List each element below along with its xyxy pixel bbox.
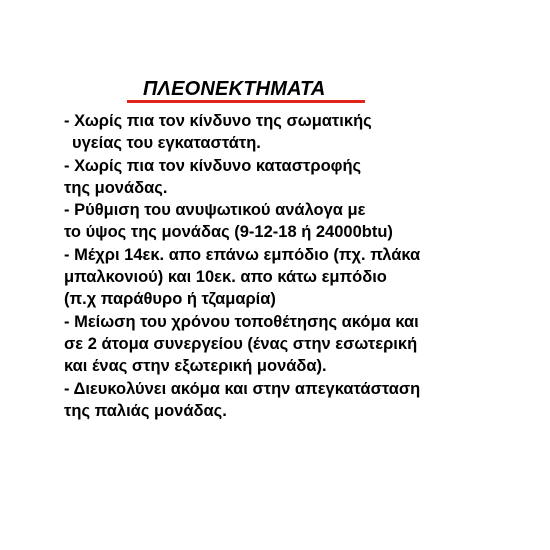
list-line: μπαλκονιού) και 10εκ. απο κάτω εμπόδιο bbox=[64, 268, 387, 287]
list-line: της μονάδας. bbox=[64, 178, 168, 197]
list-line: - Ρύθμιση του ανυψωτικού ανάλογα με bbox=[64, 201, 366, 220]
list-line: - Χωρίς πια τον κίνδυνο της σωματικής bbox=[64, 112, 372, 130]
list-line: σε 2 άτομα συνεργείου (ένας στην εσωτερική bbox=[64, 334, 418, 353]
title-underline bbox=[127, 100, 365, 103]
page-title: ΠΛΕΟΝΕΚΤΗΜΑΤΑ bbox=[143, 78, 326, 100]
list-line: της παλιάς μονάδας. bbox=[64, 401, 227, 420]
list-line: - Διευκολύνει ακόμα και στην απεγκατάσταση bbox=[64, 379, 421, 398]
list-line: και ένας στην εξωτερική μονάδα). bbox=[64, 357, 327, 376]
list-line: (π.χ παράθυρο ή τζαμαρία) bbox=[64, 290, 276, 309]
advantages-list bbox=[64, 110, 420, 422]
list-line: υγείας του εγκαταστάτη. bbox=[72, 134, 261, 153]
list-line: - Μείωση του χρόνου τοποθέτησης ακόμα και bbox=[64, 312, 419, 331]
list-line: - Μέχρι 14εκ. απο επάνω εμπόδιο (πχ. πλάκα bbox=[64, 245, 421, 264]
list-line: το ύψος της μονάδας (9-12-18 ή 24000btu) bbox=[64, 223, 393, 242]
list-line: - Χωρίς πια τον κίνδυνο καταστροφής bbox=[64, 156, 362, 175]
